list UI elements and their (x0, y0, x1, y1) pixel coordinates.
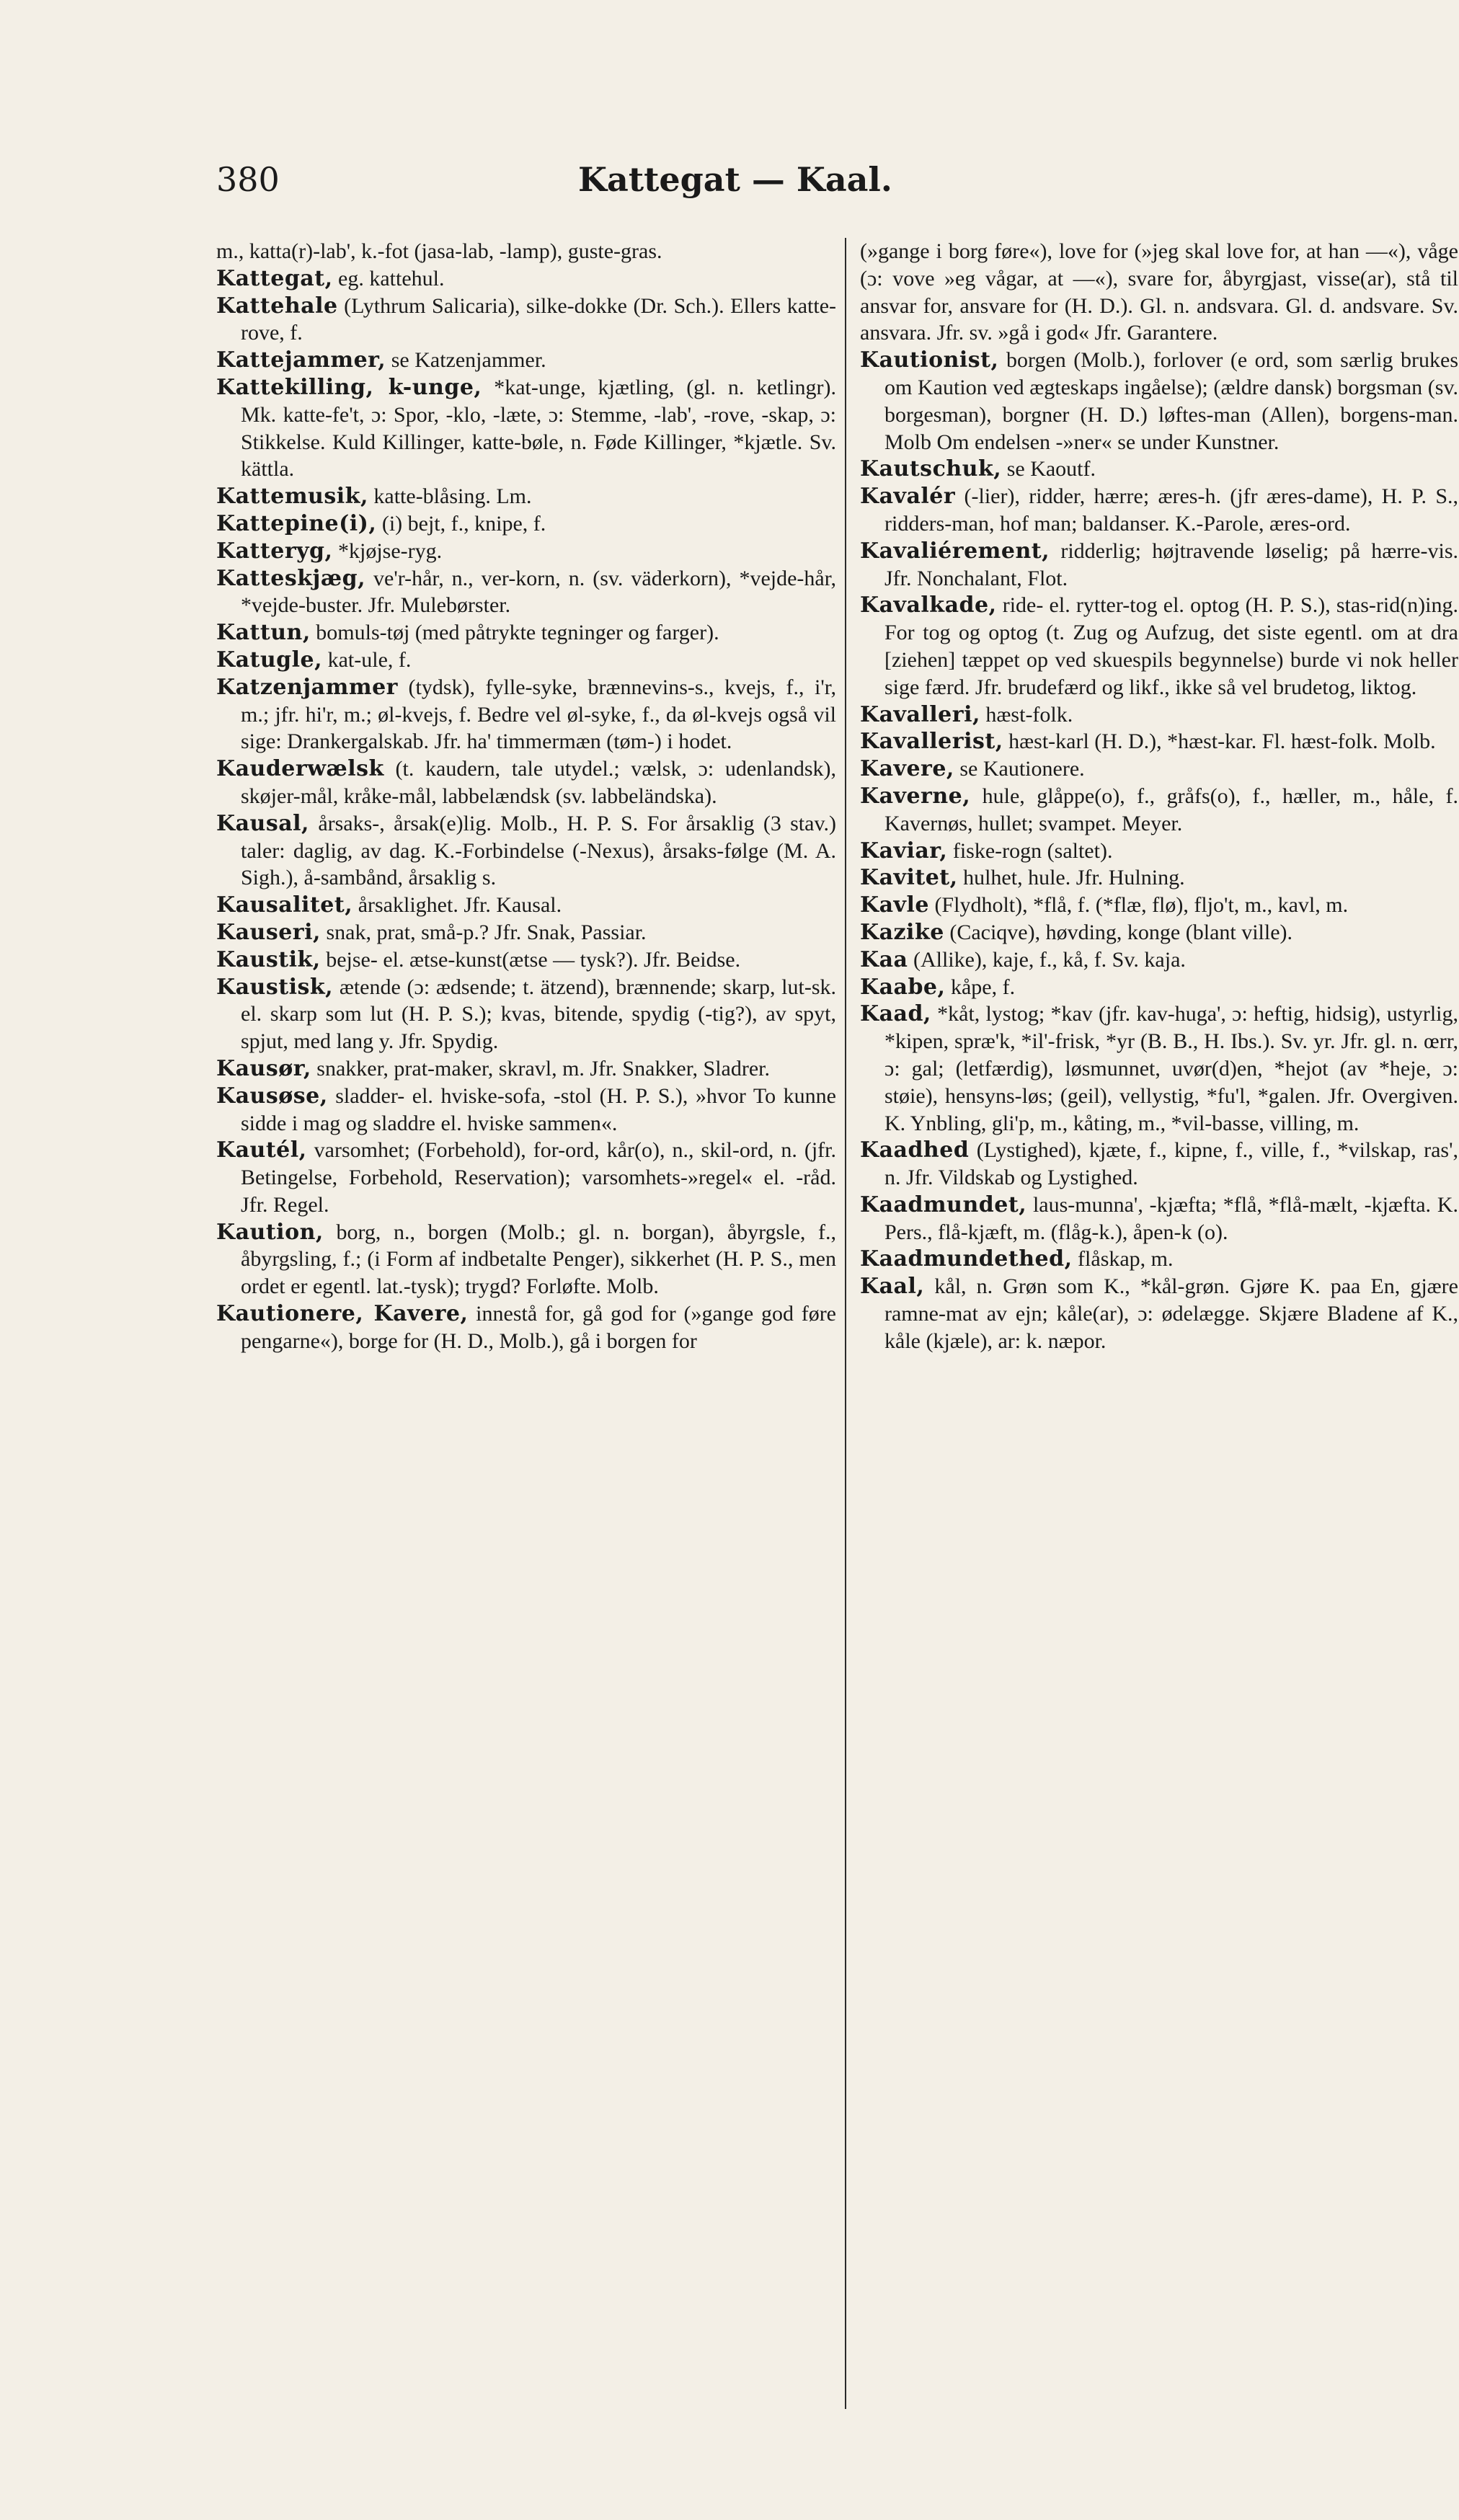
entry-definition: hæst-karl (H. D.), *hæst-kar. Fl. hæst-folk. Molb. (1008, 729, 1436, 754)
entry-headword: Kattemusik, (216, 484, 368, 510)
entry-headword: Kaution, (216, 1219, 324, 1245)
entry-definition: (i) bejt, f., knipe, f. (381, 511, 546, 536)
entry-headword: Kautél, (216, 1137, 307, 1163)
entry-headword: Kausal, (216, 810, 309, 836)
entry-headword: Kavle (860, 892, 929, 918)
entry-headword: Kaabe, (860, 974, 946, 1000)
dictionary-entry (216, 483, 836, 510)
entry-headword: Kavalér (860, 484, 956, 510)
dictionary-entry (216, 1219, 836, 1300)
entry-headword: Kavitet, (860, 865, 958, 891)
entry-definition: se Kaoutf. (1006, 457, 1096, 482)
entry-definition: *kåt, lystog; *kav (jfr. kav-huga', ɔ: heftig, hidsig), ustyrlig, *kipen, spræ'k, *il'-frisk, *yr (B. B., H. Ibs.). Sv. yr. Jfr. gl. n. œrr, ɔ: gal; (letfærdig), løsmunnet, uvør(d)en, *hejot (av *heje, ɔ: støie), hensyns-løs; (geil), vellystig, *fu'l, *galen. Jfr. Overgiven. K. Ynbling, gli'p, m., kåting, m., *vil-basse, villing, m. (884, 1002, 1459, 1135)
entry-headword: Kauderwælsk (216, 756, 384, 782)
entry-definition: (»gange i borg føre«), love for (»jeg skal love for, at han —«), våge (ɔ: vove »eg vågar, at —«), svare for, åbyrgjast, visse(ar), stå til ansvar for, ansvare for (H. D.). Gl. n. andsvara. Gl. d. andsvare. Sv. ansvara. Jfr. sv. »gå i god« Jfr. Garantere. (860, 239, 1458, 345)
dictionary-entry (216, 1083, 836, 1137)
entry-definition: snak, prat, små-p.? Jfr. Snak, Passiar. (326, 920, 647, 944)
entry-headword: Kaustisk, (216, 974, 334, 1000)
page-header (216, 160, 1254, 210)
entry-definition: kåpe, f. (950, 975, 1016, 999)
entry-headword: Kausalitet, (216, 892, 353, 918)
dictionary-entry (860, 538, 1458, 593)
dictionary-entry (860, 838, 1458, 865)
entry-headword: Kaadmundethed, (860, 1246, 1073, 1272)
entry-definition: laus-munna', -kjæfta; *flå, *flå-mælt, -kjæfta. K. Pers., flå-kjæft, m. (flåg-k.), åpen-k (o). (884, 1192, 1459, 1244)
entry-headword: Kattepine(i), (216, 510, 377, 536)
entry-definition: ve'r-hår, n., ver-korn, n. (sv. väderkorn), *vejde-hår, *vejde-buster. Jfr. Mulebørster. (241, 566, 837, 618)
running-title: Kattegat — Kaal. (578, 160, 892, 199)
entry-headword: Kautionist, (860, 347, 999, 373)
entry-definition: ætende (ɔ: ædsende; t. ätzend), brænnende; skarp, lut-sk. el. skarp som lut (H. P. S.); kvas, bitende, spydig (-tig?), av spyt, spjut, med lang y. Jfr. Spydig. (241, 975, 836, 1054)
entry-definition: (t. kaudern, tale utydel.; vælsk, ɔ: udenlandsk), skøjer-mål, kråke-mål, labbelændsk (sv. labbeländska). (241, 757, 836, 808)
dictionary-entry (860, 892, 1458, 919)
dictionary-entry (860, 864, 1458, 892)
entry-headword: Kattun, (216, 620, 311, 646)
entry-definition: flåskap, m. (1078, 1247, 1174, 1272)
dictionary-entry (216, 293, 836, 347)
dictionary-entry (860, 728, 1458, 755)
dictionary-entry (216, 674, 836, 755)
dictionary-entry (216, 647, 836, 674)
dictionary-entry (860, 1001, 1458, 1137)
entry-headword: Kaviar, (860, 838, 948, 864)
dictionary-entry (860, 919, 1458, 946)
entry-headword: Kaal, (860, 1274, 925, 1300)
dictionary-entry (860, 483, 1458, 538)
entry-headword: Kavalkade, (860, 593, 997, 618)
dictionary-entry (216, 510, 836, 538)
entry-definition: (Lythrum Salicaria), silke-dokke (Dr. Sch.). Ellers katte-rove, f. (241, 293, 837, 345)
entry-definition: hule, glåppe(o), f., gråfs(o), f., hæller, m., håle, f. Kavernøs, hullet; svampet. Meyer. (884, 784, 1458, 835)
entry-headword: Kaustik, (216, 946, 321, 972)
dictionary-entry (860, 1246, 1458, 1273)
entry-definition: (Allike), kaje, f., kå, f. Sv. kaja. (913, 947, 1186, 972)
entry-definition: se Katzenjammer. (391, 348, 546, 373)
entry-headword: Kautionere, Kavere, (216, 1301, 469, 1327)
dictionary-entry (216, 974, 836, 1055)
entry-definition: (-lier), ridder, hærre; æres-h. (jfr æres-dame), H. P. S., ridders-man, hof man; baldanser. K.-Parole, æres-ord. (884, 484, 1459, 536)
entry-headword: Katteskjæg, (216, 565, 366, 591)
dictionary-entry (860, 1137, 1458, 1192)
left-column (216, 238, 836, 1355)
dictionary-entry (860, 592, 1458, 701)
entry-definition: borgen (Molb.), forlover (e ord, som særlig brukes om Kaution ved ægteskaps ingåelse); (ældre dansk) borgsman (sv. borgesman), borgner (H. D.) løftes-man (Allen), borgens-man. Molb Om endelsen -»ner« se under Kunstner. (884, 348, 1458, 454)
entry-headword: Katteryg, (216, 538, 333, 564)
entry-definition: (tydsk), fylle-syke, brænnevins-s., kvejs, f., i'r, m.; jfr. hi'r, m.; øl-kvejs, f. Bedre vel øl-syke, f., da øl-kvejs også vil sige: Drankergalskab. Jfr. ha' timmermæn (tøm-) i hodet. (241, 675, 837, 754)
entry-definition: bomuls-tøj (med påtrykte tegninger og farger). (316, 621, 719, 645)
entry-definition: m., katta(r)-lab', k.-fot (jasa-lab, -lamp), guste-gras. (216, 239, 662, 263)
dictionary-entry (216, 946, 836, 974)
entry-headword: Kaadhed (860, 1137, 970, 1163)
entry-definition: sladder- el. hviske-sofa, -stol (H. P. S.), »hvor To kunne sidde i mag og sladdre el. hviske sammen«. (241, 1083, 836, 1135)
dictionary-entry (216, 919, 836, 946)
entry-headword: Kauseri, (216, 919, 321, 945)
entry-definition: kål, n. Grøn som K., *kål-grøn. Gjøre K. paa En, gjære ramne-mat av ejn; kåle(ar), ɔ: ødelægge. Skjære Bladene af K., kåle (kjæle), ar: k. næpor. (884, 1274, 1458, 1353)
entry-definition: innestå for, gå god for (»gange god føre pengarne«), borge for (H. D., Molb.), gå i borgen for (241, 1302, 836, 1353)
entry-definition: årsaklighet. Jfr. Kausal. (358, 893, 562, 918)
dictionary-entry (216, 374, 836, 483)
dictionary-entry (216, 347, 836, 374)
dictionary-entry (860, 456, 1458, 483)
entry-headword: Kautschuk, (860, 456, 1002, 482)
entry-headword: Kavere, (860, 756, 954, 782)
entry-headword: Kattegat, (216, 265, 333, 291)
dictionary-entry (216, 1300, 836, 1355)
dictionary-entry (860, 783, 1458, 838)
dictionary-entry (860, 701, 1458, 729)
dictionary-entry (860, 347, 1458, 456)
entry-definition: *kat-unge, kjætling, (gl. n. ketlingr). Mk. katte-fe't, ɔ: Spor, -klo, -læte, ɔ: Stemme, -lab', -rove, -skap, ɔ: Stikkelse. Kuld Killinger, katte-bøle, n. Føde Killinger, *kjætle. Sv. kättla. (241, 375, 836, 482)
entry-definition: fiske-rogn (saltet). (952, 838, 1113, 863)
entry-definition: hæst-folk. (985, 702, 1073, 727)
dictionary-entry (860, 1192, 1458, 1246)
entry-definition: hulhet, hule. Jfr. Hulning. (963, 866, 1185, 890)
dictionary-entry (216, 810, 836, 892)
entry-definition: borg, n., borgen (Molb.; gl. n. borgan), åbyrgsle, f., åbyrgsling, f.; (i Form af indbetalte Penger), sikkerhet (H. P. S., men ordet er egentl. lat.-tysk); trygd? Forløfte. Molb. (241, 1220, 837, 1299)
dictionary-entry (216, 1137, 836, 1218)
entry-definition: katte-blåsing. Lm. (373, 484, 532, 509)
entry-headword: Kattehale (216, 293, 338, 319)
entry-definition: *kjøjse-ryg. (337, 538, 443, 563)
entry-definition: ride- el. rytter-tog el. optog (H. P. S.), stas-rid(n)ing. For tog og optog (t. Zug og Aufzug, det siste egentl. om at dra [ziehen] tæppet op ved skuespils begynnelse) burde vi nok heller sige færd. Jfr. brudefærd og likf., ikke så vel brudetog, liktog. (884, 593, 1459, 699)
dictionary-entry (216, 538, 836, 565)
dictionary-entry (216, 1055, 836, 1083)
entry-headword: Kaad, (860, 1001, 931, 1027)
dictionary-entry (216, 892, 836, 919)
entry-definition: (Caciqve), høvding, konge (blant ville). (949, 920, 1293, 944)
entry-headword: Kavalleri, (860, 701, 980, 727)
entry-definition: (Lystighed), kjæte, f., kipne, f., ville, f., *vilskap, ras', n. Jfr. Vildskab og Lystighed. (884, 1138, 1459, 1190)
entry-definition: bejse- el. ætse-kunst(ætse — tysk?). Jfr. Beidse. (326, 947, 741, 972)
entry-definition: se Kautionere. (959, 757, 1085, 781)
entry-headword: Kazike (860, 919, 944, 945)
entry-headword: Kattekilling, k-unge, (216, 374, 482, 400)
entry-definition: varsomhet; (Forbehold), for-ord, kår(o), n., skil-ord, n. (jfr. Betingelse, Forbehold, Reservation); varsomhets-»regel« el. -råd. Jfr. Regel. (241, 1138, 837, 1217)
entry-definition: kat-ule, f. (327, 647, 412, 672)
dictionary-entry (860, 238, 1458, 347)
entry-definition: ridderlig; højtravende løselig; på hærre-vis. Jfr. Nonchalant, Flot. (884, 538, 1459, 590)
dictionary-entry (216, 265, 836, 293)
entry-definition: snakker, prat-maker, skravl, m. Jfr. Snakker, Sladrer. (316, 1056, 771, 1081)
entry-headword: Kaverne, (860, 783, 971, 809)
dictionary-entry (860, 974, 1458, 1001)
entry-definition: årsaks-, årsak(e)lig. Molb., H. P. S. For årsaklig (3 stav.) taler: daglig, av dag. K.-Forbindelse (-Nexus), årsaks-følge (M. A. Sigh.), å-sambånd, årsaklig s. (241, 811, 836, 890)
dictionary-entry (216, 238, 836, 265)
entry-headword: Kaa (860, 946, 908, 972)
right-column (860, 238, 1458, 1355)
column-divider (845, 238, 846, 2409)
entry-headword: Kausøse, (216, 1083, 328, 1109)
dictionary-entry (216, 565, 836, 620)
dictionary-entry (216, 755, 836, 810)
page-number: 380 (216, 160, 280, 199)
dictionary-entry (860, 755, 1458, 783)
entry-headword: Kavaliérement, (860, 538, 1050, 564)
entry-headword: Kaadmundet, (860, 1192, 1027, 1217)
dictionary-entry (216, 619, 836, 647)
entry-headword: Kattejammer, (216, 347, 386, 373)
entry-definition: eg. kattehul. (338, 266, 445, 290)
entry-headword: Katugle, (216, 647, 323, 673)
dictionary-entry (860, 946, 1458, 974)
dictionary-entry (860, 1273, 1458, 1354)
entry-definition: (Flydholt), *flå, f. (*flæ, flø), fljo't, m., kavl, m. (934, 893, 1349, 918)
entry-headword: Katzenjammer (216, 674, 398, 700)
entry-headword: Kausør, (216, 1055, 311, 1081)
entry-headword: Kavallerist, (860, 729, 1003, 755)
